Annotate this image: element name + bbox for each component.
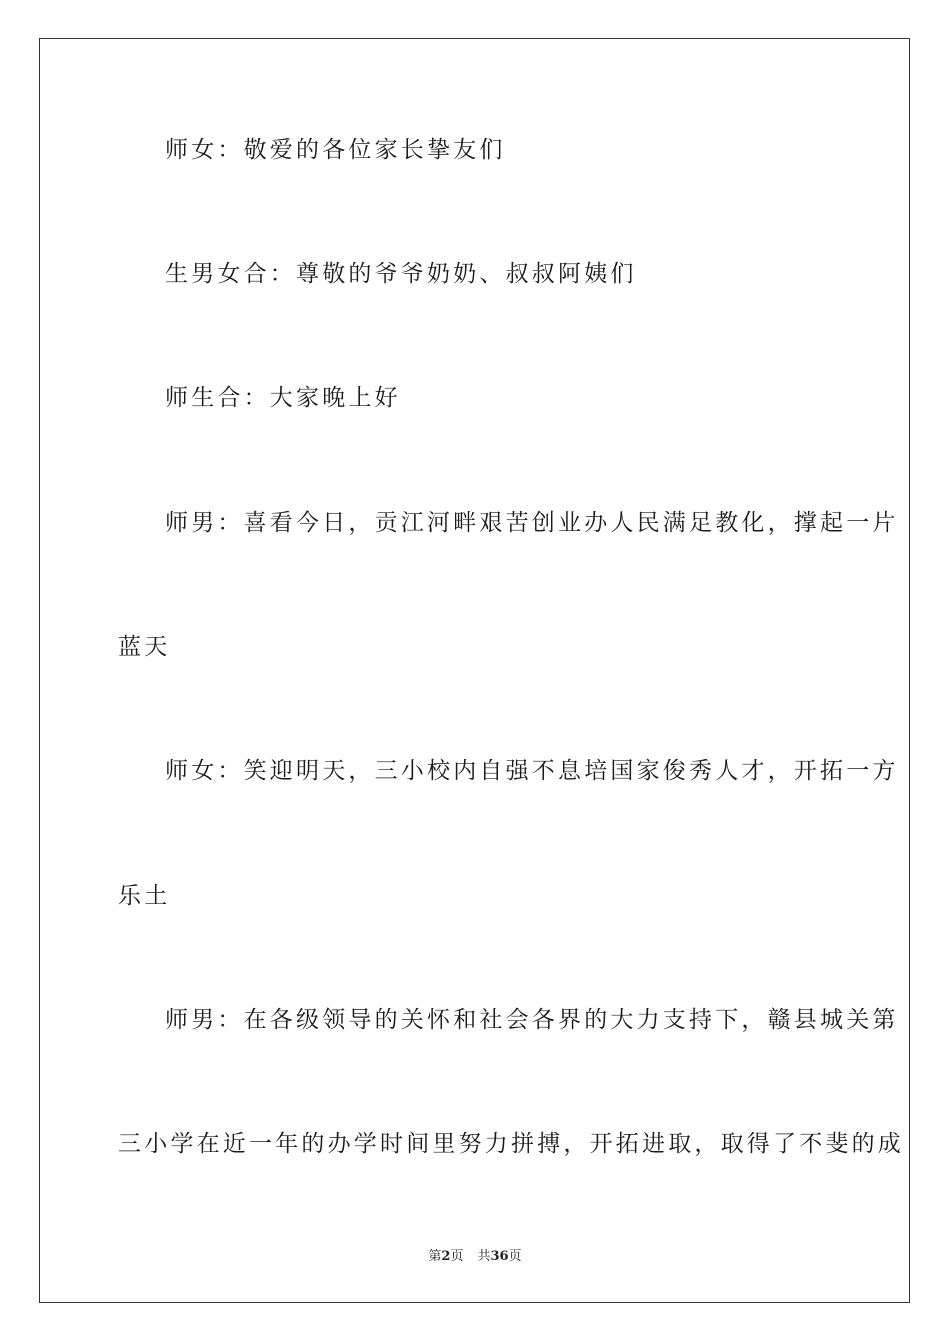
footer-page-prefix: 第 xyxy=(428,1249,442,1264)
text-line-6: 师女：笑迎明天，三小校内自强不息培国家俊秀人才，开拓一方 xyxy=(165,758,899,784)
page-border xyxy=(39,38,910,1303)
footer-total-pages: 36 xyxy=(490,1249,509,1264)
text-line-3: 师生合：大家晚上好 xyxy=(165,385,401,411)
text-line-9: 三小学在近一年的办学时间里努力拼搏，开拓进取，取得了不斐的成 xyxy=(118,1131,904,1157)
text-line-2: 生男女合：尊敬的爷爷奶奶、叔叔阿姨们 xyxy=(165,261,637,287)
page-footer xyxy=(0,1248,950,1266)
footer-page-number: 2 xyxy=(441,1249,451,1264)
footer-total-suffix: 页 xyxy=(508,1249,522,1264)
footer-page-suffix: 页 xyxy=(450,1249,464,1264)
text-line-7: 乐土 xyxy=(118,883,171,909)
text-line-4: 师男：喜看今日，贡江河畔艰苦创业办人民满足教化，撑起一片 xyxy=(165,510,899,536)
text-line-5: 蓝天 xyxy=(118,634,171,660)
text-line-1: 师女：敬爱的各位家长挚友们 xyxy=(165,137,506,163)
footer-total-prefix: 共 xyxy=(477,1249,491,1264)
text-line-8: 师男：在各级领导的关怀和社会各界的大力支持下，赣县城关第 xyxy=(165,1007,899,1033)
